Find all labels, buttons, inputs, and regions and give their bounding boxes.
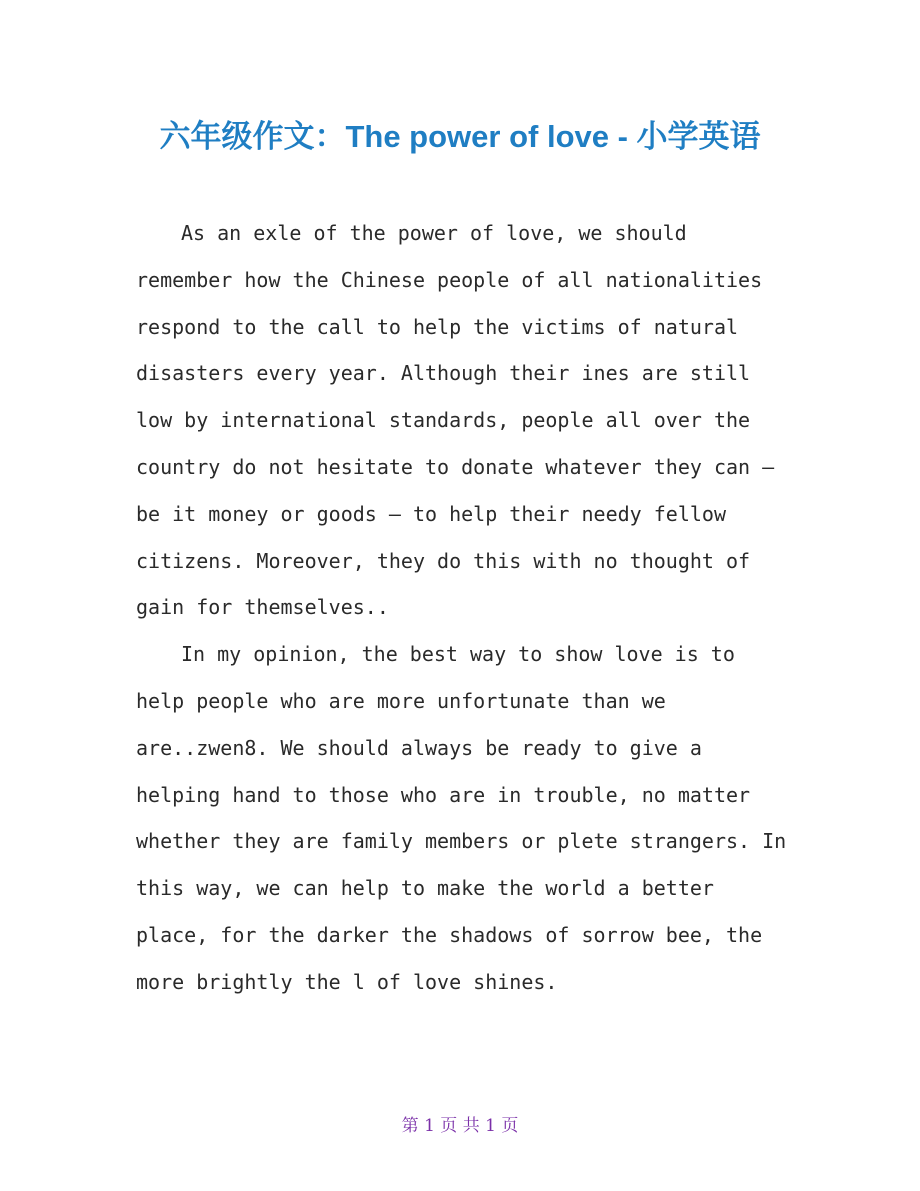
paragraph-line: be it money or goods — to help their needy fellow bbox=[136, 501, 727, 526]
paragraph-line: citizens. Moreover, they do this with no thought of bbox=[136, 548, 751, 573]
paragraph-line: place, for the darker the shadows of sorrow bee, the bbox=[136, 922, 763, 947]
paragraph-line: are..zwen8. We should always be ready to give a bbox=[136, 735, 702, 760]
paragraph-line: country do not hesitate to donate whatever they can — bbox=[136, 454, 775, 479]
paragraph-line: this way, we can help to make the world a better bbox=[136, 876, 714, 901]
paragraph-2 bbox=[136, 631, 796, 1005]
paragraph-line: low by international standards, people all over the bbox=[136, 408, 751, 433]
document-body bbox=[136, 210, 796, 1006]
paragraph-line: whether they are family members or plete strangers. In bbox=[136, 829, 787, 854]
paragraph-line: remember how the Chinese people of all nationalities bbox=[136, 267, 763, 292]
paragraph-line: In my opinion, the best way to show love is to bbox=[181, 642, 735, 667]
paragraph-line: gain for themselves.. bbox=[136, 595, 389, 620]
paragraph-line: more brightly the l of love shines. bbox=[136, 969, 558, 994]
paragraph-line: respond to the call to help the victims of natural bbox=[136, 314, 739, 339]
paragraph-line: helping hand to those who are in trouble, no matter bbox=[136, 782, 751, 807]
document-title: 六年级作文：The power of love - 小学英语 bbox=[159, 119, 761, 154]
paragraph-line: As an exle of the power of love, we should bbox=[181, 221, 687, 245]
paragraph-line: disasters every year. Although their ines are still bbox=[136, 361, 751, 386]
paragraph-line: help people who are more unfortunate than we bbox=[136, 688, 666, 713]
paragraph-1 bbox=[136, 210, 796, 631]
page-number-footer: 第 1 页 共 1 页 bbox=[401, 1116, 519, 1136]
